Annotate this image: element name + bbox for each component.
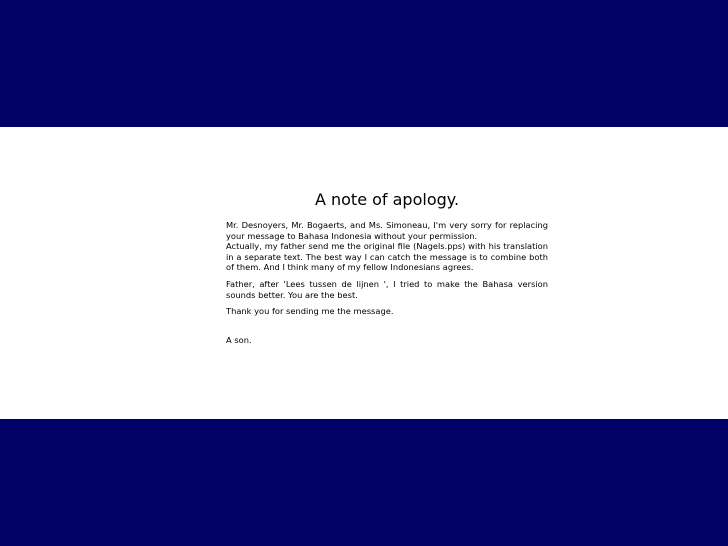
father-paragraph: Father, after 'Lees tussen de lijnen ', I tried to make the Bahasa version sounds better. You are the best. xyxy=(226,278,548,300)
signature: A son. xyxy=(226,334,252,345)
apology-paragraph: Mr. Desnoyers, Mr. Bogaerts, and Ms. Simoneau, I'm very sorry for replacing your message to Bahasa Indonesia without your permission. xyxy=(226,220,548,241)
note-content xyxy=(226,188,548,345)
bottom-band xyxy=(0,419,728,546)
note-title: A note of apology. xyxy=(314,190,460,209)
top-band xyxy=(0,0,728,127)
explanation-paragraph: Actually, my father send me the original file (Nagels.pps) with his translation in a separate text. The best way I can catch the message is to combine both of them. And I think many of my fellow Indonesians agrees. xyxy=(226,241,548,273)
thanks-paragraph: Thank you for sending me the message. xyxy=(226,306,394,317)
